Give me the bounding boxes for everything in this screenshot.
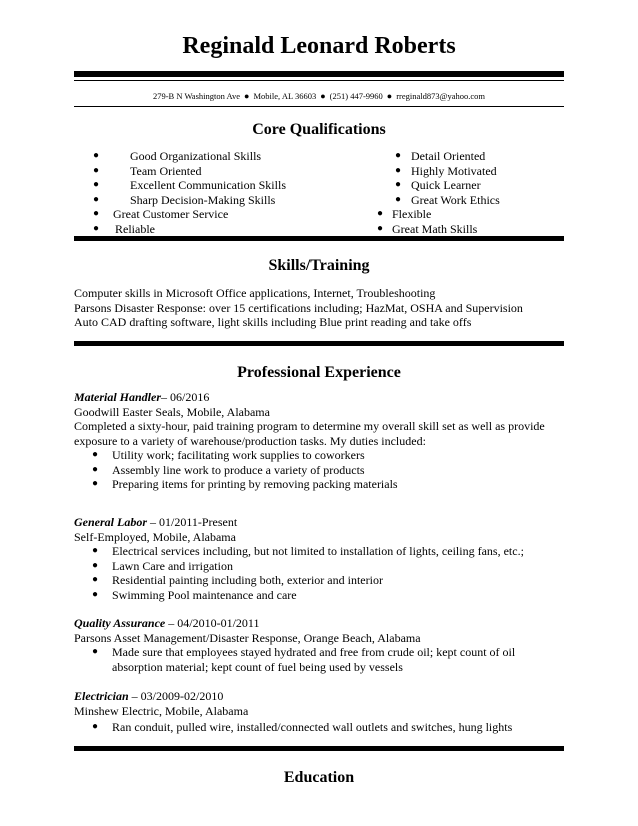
job-employer: Goodwill Easter Seals, Mobile, Alabama	[74, 404, 270, 419]
skills-line: Parsons Disaster Response: over 15 certifications including; HazMat, OSHA and Supervision	[74, 300, 523, 315]
bullet-icon: ●	[395, 193, 402, 205]
skills-line: Auto CAD drafting software, light skills including Blue print reading and take offs	[74, 315, 472, 329]
bullet-icon: ●	[320, 91, 326, 101]
bullet-icon: ●	[92, 588, 99, 600]
duty-list	[74, 645, 554, 674]
bullet-icon: ●	[93, 193, 100, 205]
section-rule	[74, 341, 564, 346]
job-heading	[74, 616, 259, 631]
bullet-icon: ●	[92, 721, 99, 732]
bullet-icon: ●	[92, 646, 99, 657]
section-title-skills: Skills/Training	[268, 257, 370, 274]
list-item	[74, 720, 554, 735]
list-item	[74, 448, 554, 463]
job-dates: – 03/2009-02/2010	[128, 689, 224, 703]
job-heading	[74, 390, 209, 405]
job-dates: – 01/2011-Present	[147, 515, 238, 529]
bullet-icon: ●	[92, 574, 99, 585]
qualification-item: Reliable	[115, 221, 155, 236]
job-heading	[74, 515, 237, 530]
job-title: Electrician	[74, 689, 129, 703]
contact-address: 279-B N Washington Ave	[152, 91, 241, 101]
contact-rule	[74, 106, 564, 107]
qualification-item: Flexible	[392, 207, 432, 221]
job-description: Completed a sixty-hour, paid training program to determine my overall skill set as well as provide exposure to a variety of warehouse/production tasks. My duties included:	[74, 419, 545, 448]
job-title: Quality Assurance	[74, 616, 166, 630]
resume-name: Reginald Leonard Roberts	[182, 33, 456, 59]
duty-text: Utility work; facilitating work supplies to coworkers	[112, 448, 365, 462]
bullet-icon: ●	[92, 559, 99, 571]
job-heading	[74, 689, 223, 704]
bullet-icon: ●	[93, 164, 100, 176]
qualification-item: Detail Oriented	[411, 149, 486, 163]
contact-city: Mobile, AL 36603	[253, 91, 317, 101]
list-item	[74, 477, 554, 492]
duty-text: Lawn Care and irrigation	[112, 558, 233, 573]
bullet-icon: ●	[93, 222, 100, 234]
job-dates: – 06/2016	[161, 390, 210, 404]
duty-text: Made sure that employees stayed hydrated and free from crude oil; kept count of oil absorption material; kept count of fuel being used by vessels	[112, 645, 516, 674]
bullet-icon: ●	[377, 222, 384, 234]
duty-text: Ran conduit, pulled wire, installed/connected wall outlets and switches, hung lights	[112, 720, 513, 734]
qualification-item: Sharp Decision-Making Skills	[130, 192, 276, 207]
job-title: Material Handler	[74, 390, 162, 404]
section-rule	[74, 746, 564, 751]
job-dates: – 04/2010-01/2011	[165, 616, 260, 630]
list-item	[74, 573, 554, 588]
bullet-icon: ●	[93, 179, 100, 190]
job-employer: Minshew Electric, Mobile, Alabama	[74, 703, 249, 718]
qualification-item: Good Organizational Skills	[130, 149, 262, 163]
bullet-icon: ●	[92, 449, 99, 460]
contact-phone: (251) 447-9960	[329, 91, 383, 101]
bullet-icon: ●	[395, 150, 402, 161]
section-title-education: Education	[283, 769, 355, 786]
header-rule-thin	[74, 80, 564, 81]
qualification-item: Highly Motivated	[411, 163, 497, 178]
list-item	[74, 645, 554, 674]
list-item	[74, 588, 554, 603]
section-title-experience: Professional Experience	[237, 364, 401, 381]
qualification-item: Great Customer Service	[113, 207, 229, 221]
section-rule	[74, 236, 564, 241]
duty-text: Assembly line work to produce a variety of products	[112, 462, 365, 477]
duty-list	[74, 720, 554, 735]
bullet-icon: ●	[395, 179, 402, 190]
bullet-icon: ●	[92, 463, 99, 475]
contact-line	[74, 90, 564, 102]
list-item	[74, 559, 554, 574]
section-title-qualifications: Core Qualifications	[252, 121, 386, 138]
job-title: General Labor	[74, 515, 147, 529]
bullet-icon: ●	[386, 91, 393, 101]
qualification-item: Great Math Skills	[392, 221, 478, 236]
list-item	[74, 544, 554, 559]
qualification-item: Quick Learner	[411, 178, 481, 192]
duty-text: Preparing items for printing by removing packing materials	[112, 477, 398, 491]
bullet-icon: ●	[92, 478, 99, 489]
qualification-item: Team Oriented	[130, 163, 202, 178]
skills-line: Computer skills in Microsoft Office applications, Internet, Troubleshooting	[74, 286, 436, 300]
qualification-item: Excellent Communication Skills	[130, 178, 286, 192]
bullet-icon: ●	[93, 150, 100, 161]
bullet-icon: ●	[377, 208, 384, 219]
duty-list	[74, 448, 554, 492]
contact-email: rreginald873@yahoo.com	[396, 91, 486, 101]
bullet-icon: ●	[92, 545, 99, 556]
duty-text: Swimming Pool maintenance and care	[112, 587, 297, 602]
duty-text: Electrical services including, but not limited to installation of lights, ceiling fans, etc.;	[112, 544, 524, 558]
job-employer: Parsons Asset Management/Disaster Response, Orange Beach, Alabama	[74, 630, 421, 645]
list-item	[74, 463, 554, 478]
job-employer: Self-Employed, Mobile, Alabama	[74, 529, 236, 544]
bullet-icon: ●	[395, 164, 402, 176]
duty-text: Residential painting including both, exterior and interior	[112, 573, 383, 587]
duty-list	[74, 544, 554, 602]
header-rule-thick	[74, 71, 564, 77]
bullet-icon: ●	[244, 91, 250, 101]
bullet-icon: ●	[93, 208, 100, 219]
qualification-item: Great Work Ethics	[411, 192, 500, 207]
